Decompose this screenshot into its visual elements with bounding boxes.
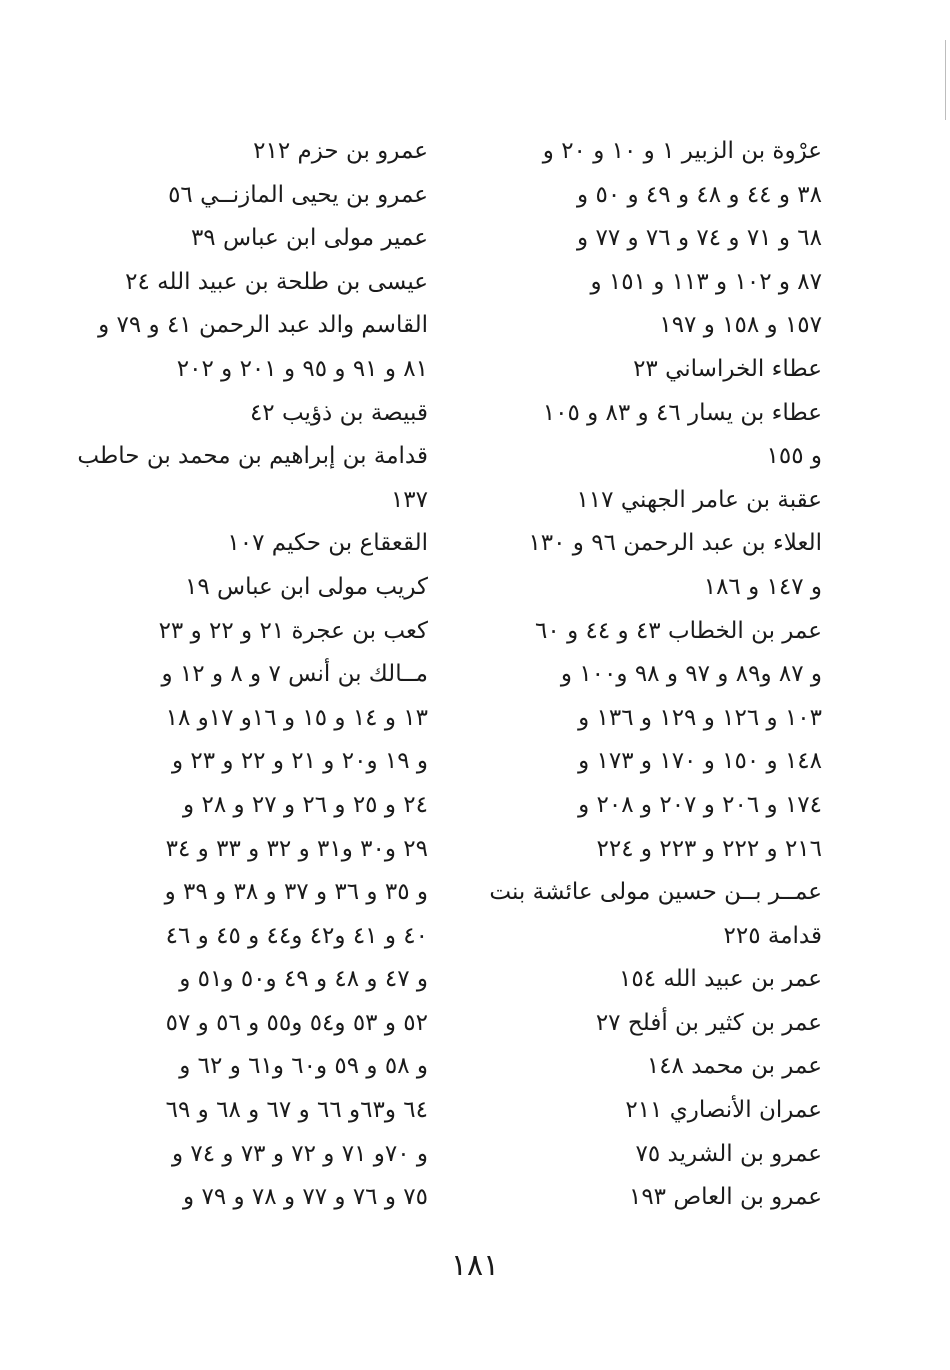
index-entry-line: ٧٥ و ٧٦ و ٧٧ و ٧٨ و ٧٩ و: [183, 1184, 428, 1211]
page-number: ١٨١: [450, 1248, 500, 1283]
index-entry-line: القاسم والد عبد الرحمن ٤١ و ٧٩ و: [98, 312, 428, 339]
index-entry-line: ٣٨ و ٤٤ و ٤٨ و ٤٩ و ٥٠ و: [577, 181, 822, 208]
index-entry-line: عمران الأنصاري ٢١١: [625, 1097, 822, 1124]
index-entry-line: ١٥٧ و ١٥٨ و ١٩٧: [659, 312, 822, 339]
index-entry-line: ٢٩ و٣٠ و٣١ و ٣٢ و ٣٣ و ٣٤: [165, 835, 428, 862]
index-entry-line: ١٠٣ و ١٢٦ و ١٢٩ و ١٣٦ و: [578, 704, 822, 731]
index-entry-line: ١٤٨ و ١٥٠ و ١٧٠ و ١٧٣ و: [578, 748, 822, 775]
index-entry-line: عرْوة بن الزبير ١ و ١٠ و ٢٠ و: [542, 138, 822, 164]
index-entry-line: ٢٤ و ٢٥ و ٢٦ و ٢٧ و ٢٨ و: [183, 791, 428, 818]
index-entry-line: ٨٧ و ١٠٢ و ١١٣ و ١٥١ و: [590, 268, 822, 295]
index-entry-line: ٦٨ و ٧١ و ٧٤ و ٧٦ و ٧٧ و: [577, 225, 822, 252]
index-entry-line: ٨١ و ٩١ و ٩٥ و ٢٠١ و ٢٠٢: [176, 355, 428, 382]
index-entry-line: قدامة بن إبراهيم بن محمد بن حاطب: [77, 443, 428, 470]
index-entry-line: قدامة ٢٢٥: [723, 922, 822, 949]
index-entry-line: كريب مولى ابن عباس ١٩: [184, 573, 428, 600]
index-entry-line: ١٣٧: [390, 486, 428, 513]
index-entry-line: عمر بن الخطاب ٤٣ و ٤٤ و ٦٠: [535, 617, 822, 644]
index-entry-line: و ١٤٧ و ١٨٦: [703, 573, 822, 600]
index-entry-line: عمر بن محمد ١٤٨: [646, 1053, 822, 1080]
index-entry-line: ١٣ و ١٤ و ١٥ و ١٦و ١٧و ١٨: [165, 704, 428, 731]
index-entry-line: و ٨٧ و٨٩ و ٩٧ و ٩٨ و١٠٠ و: [560, 661, 822, 688]
index-entry-line: عمرو بن العاص ١٩٣: [628, 1184, 822, 1211]
index-entry-line: مــالك بن أنس ٧ و ٨ و ١٢ و: [161, 661, 428, 688]
index-entry-line: كعب بن عجرة ٢١ و ٢٢ و ٢٣: [158, 617, 428, 644]
index-column-right: [489, 130, 822, 1220]
index-entry-line: عطاء بن يسار ٤٦ و ٨٣ و ١٠٥: [542, 399, 822, 426]
index-entry-line: عمر بن كثير بن أفلح ٢٧: [595, 1009, 822, 1036]
index-entry-line: عمرو بن يحيى المازنــي ٥٦: [168, 181, 428, 208]
scan-edge-mark: [945, 40, 946, 120]
index-entry-line: عيسى بن طلحة بن عبيد الله ٢٤: [125, 268, 428, 295]
index-entry-line: القعقاع بن حكيم ١٠٧: [227, 530, 428, 557]
index-entry-line: عمرو بن حزم ٢١٢: [253, 138, 428, 164]
index-entry-line: ٥٢ و ٥٣ و٥٤ و٥٥ و ٥٦ و ٥٧: [165, 1009, 428, 1036]
index-entry-line: و ٧٠و ٧١ و ٧٢ و ٧٣ و ٧٤ و: [171, 1140, 428, 1167]
index-entry-line: و ١٩ و٢٠ و ٢١ و ٢٢ و ٢٣ و: [171, 748, 428, 775]
index-entry-line: عمير مولى ابن عباس ٣٩: [190, 225, 428, 252]
index-entry-line: ٤٠ و ٤١ و٤٢ و٤٤ و ٤٥ و ٤٦: [165, 922, 428, 949]
index-entry-line: و ٣٥ و ٣٦ و ٣٧ و ٣٨ و ٣٩ و: [164, 879, 428, 906]
index-entry-line: عقبة بن عامر الجهني ١١٧: [576, 486, 822, 513]
index-entry-line: عمــر بــن حسين مولى عائشة بنت: [489, 879, 822, 906]
index-entry-line: و ٥٨ و ٥٩ و٦٠ و٦١ و ٦٢ و: [179, 1053, 428, 1080]
index-column-left: [77, 130, 428, 1220]
index-entry-line: قبيصة بن ذؤيب ٤٢: [249, 399, 428, 426]
index-entry-line: ١٧٤ و ٢٠٦ و ٢٠٧ و ٢٠٨ و: [578, 791, 822, 818]
index-entry-line: العلاء بن عبد الرحمن ٩٦ و ١٣٠: [528, 530, 822, 557]
index-entry-line: عمرو بن الشريد ٧٥: [635, 1140, 822, 1167]
index-entry-line: و ١٥٥: [766, 443, 822, 470]
index-entry-line: ٢١٦ و ٢٢٢ و ٢٢٣ و ٢٢٤: [596, 835, 822, 862]
index-entry-line: ٦٤ و٦٣و ٦٦ و ٦٧ و ٦٨ و ٦٩: [165, 1097, 428, 1124]
index-entry-line: عطاء الخراساني ٢٣: [633, 355, 822, 382]
index-entry-line: و ٤٧ و ٤٨ و ٤٩ و٥٠ و٥١ و: [179, 966, 428, 993]
index-entry-line: عمر بن عبيد الله ١٥٤: [619, 966, 822, 993]
